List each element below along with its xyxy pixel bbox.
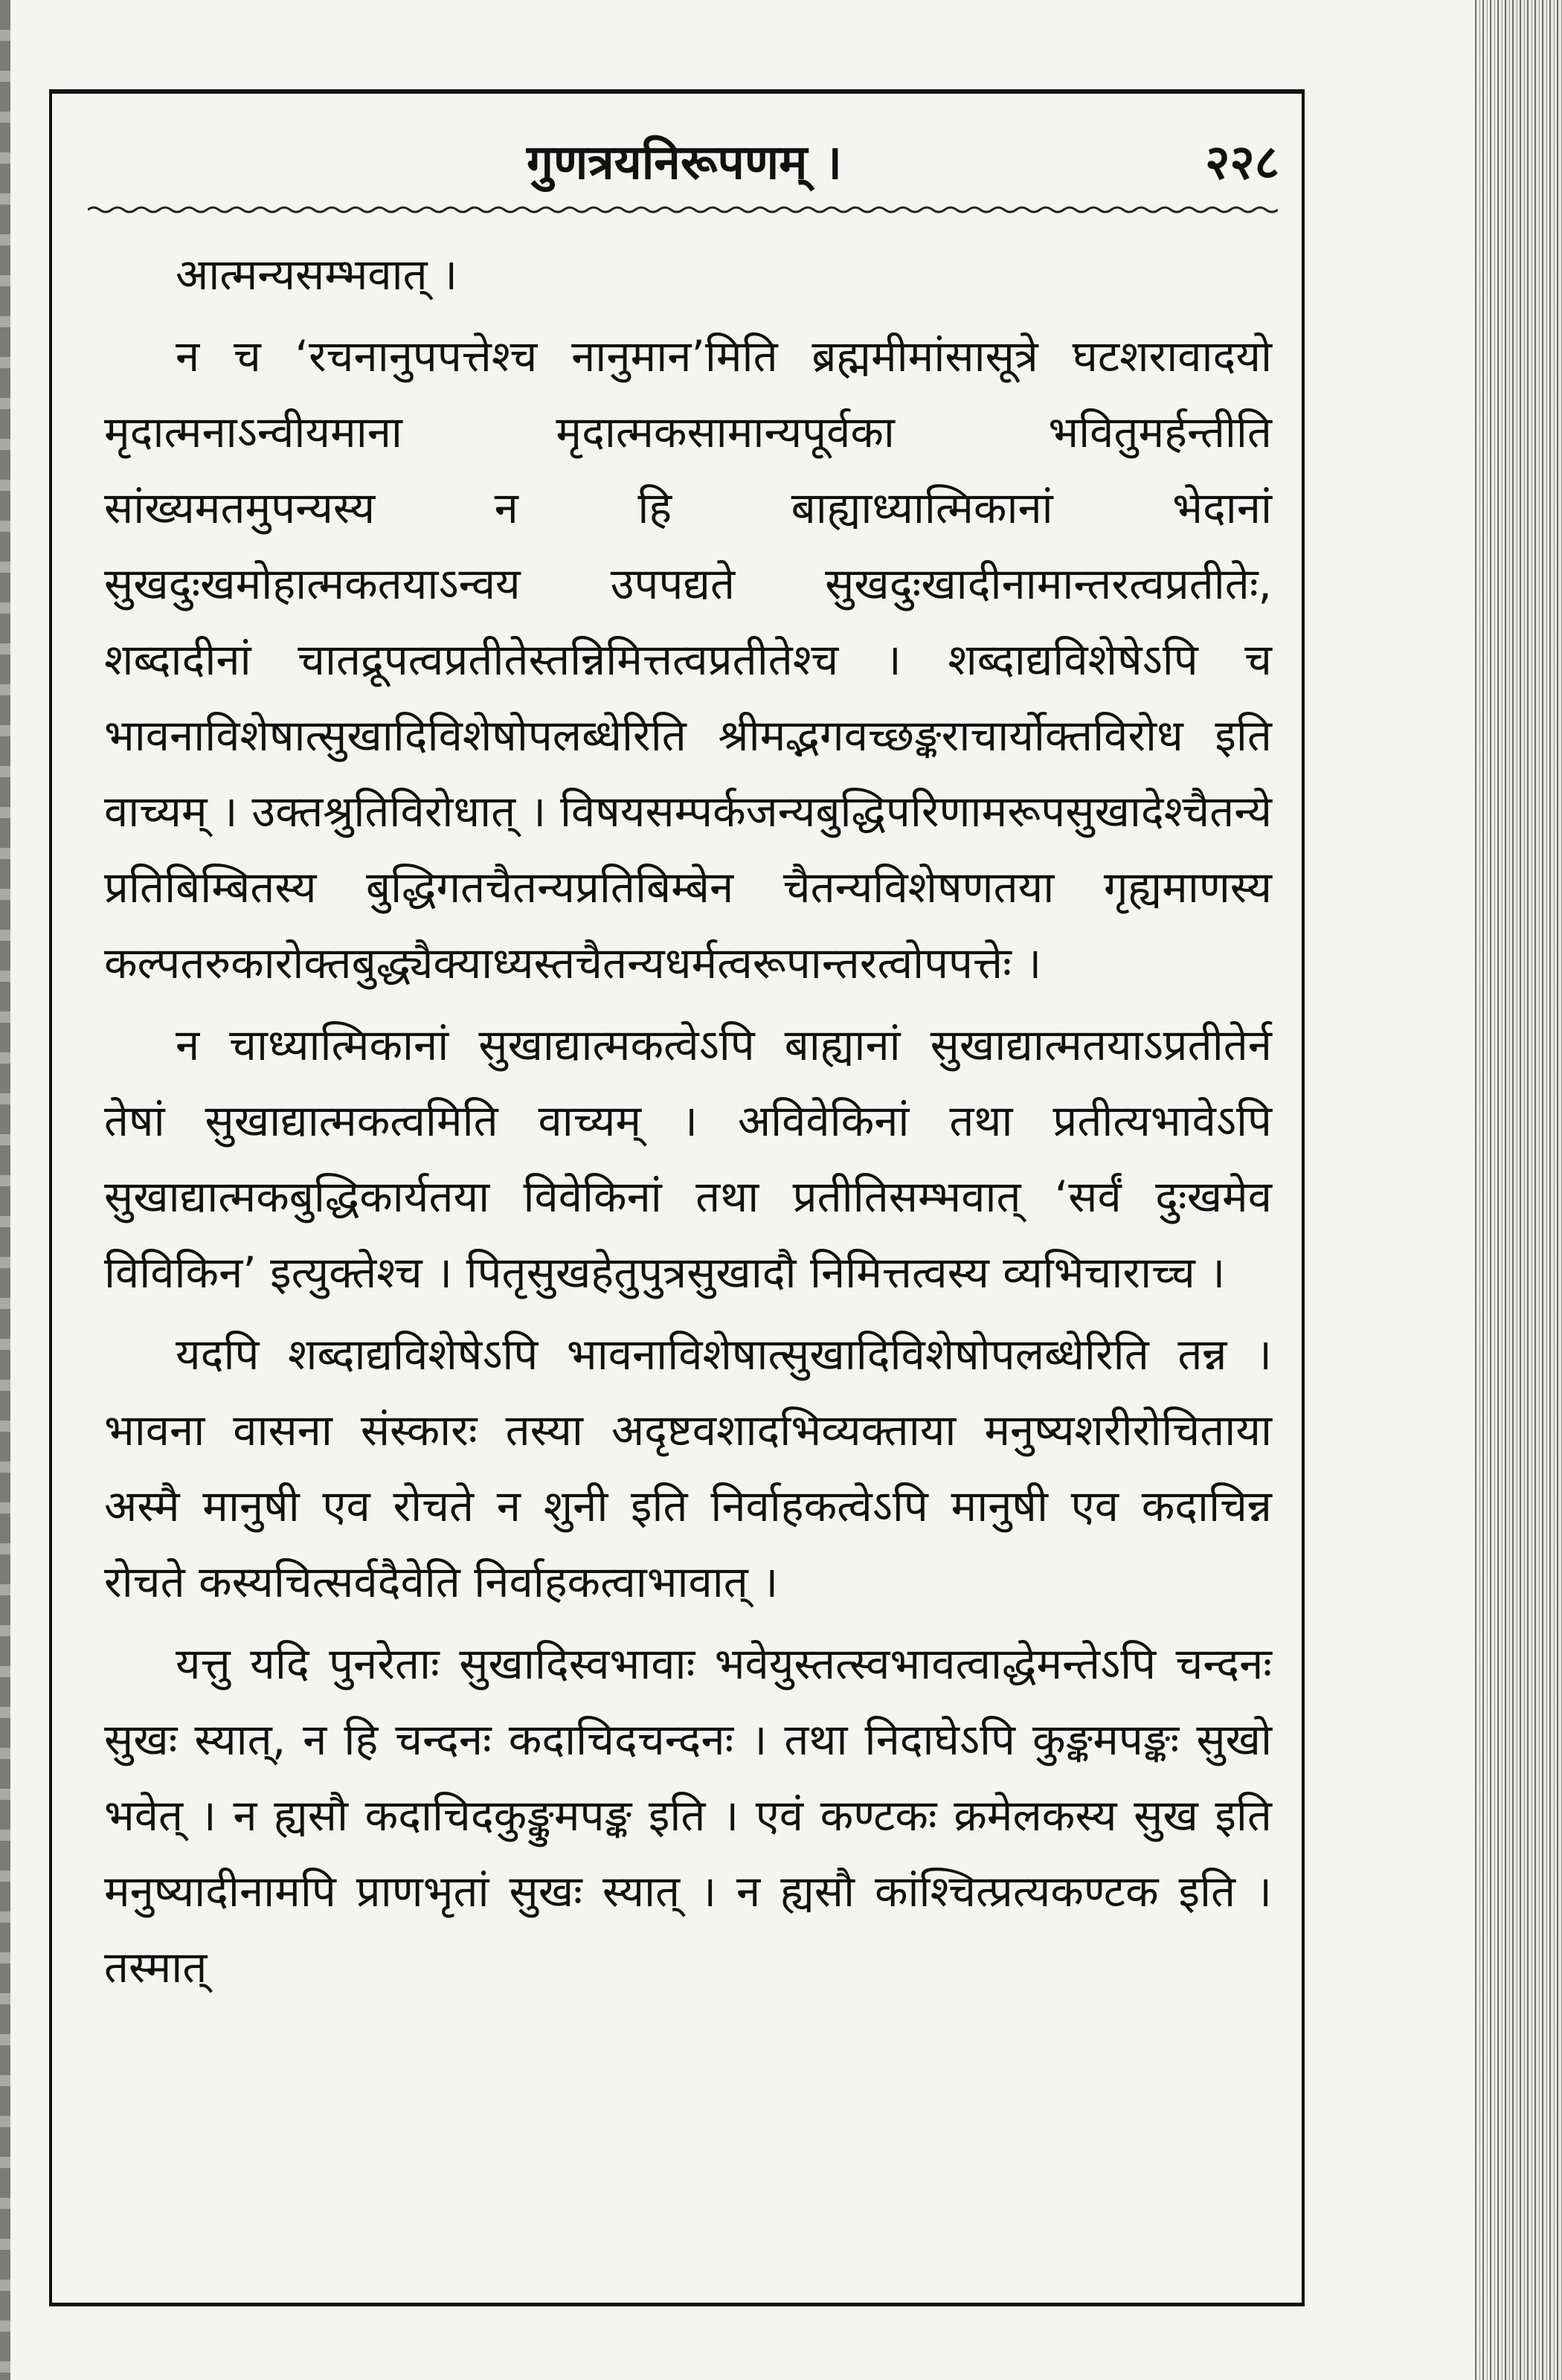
paragraph-3: न चाध्यात्मिकानां सुखाद्यात्मकत्वेऽपि बाह्यानां सुखाद्यात्मतयाऽप्रतीतेर्न तेषां सुखाद्यात्मकत्वमिति वाच्यम् । अविवेकिनां तथा प्रतीत्यभावेऽपि सुखाद्यात्मकबुद्धिकार्यतया विवेकिनां तथा प्रतीतिसम्भवात् ‘सर्वं दुःखमेव विविकिन’ इत्युक्तेश्च । पितृसुखहेतुपुत्रसुखादौ निमित्तत्वस्य व्यभिचाराच्च । — [104, 1020, 1272, 1298]
book-gutter — [1473, 0, 1562, 2380]
paragraph-1: आत्मन्यसम्भवात् । — [176, 249, 458, 300]
running-header — [89, 128, 1279, 195]
page-number: २२८ — [1205, 135, 1279, 190]
page-edge-shadow — [0, 0, 10, 2380]
body-text — [104, 237, 1272, 2297]
paragraph-5: यत्तु यदि पुनरेताः सुखादिस्वभावाः भवेयुस्तत्स्वभावत्वाद्धेमन्तेऽपि चन्दनः सुखः स्यात्, न हि चन्दनः कदाचिदचन्दनः । तथा निदाघेऽपि कुङ्कमपङ्कः सुखो भवेत् । न ह्यसौ कदाचिदकुङ्कुमपङ्क इति । एवं कण्टकः क्रमेलकस्य सुख इति मनुष्यादीनामपि प्राणभृतां सुखः स्यात् । न ह्यसौ कांश्चित्प्रत्यकण्टक इति । तस्मात् — [104, 1638, 1272, 1993]
paragraph-2: न च ‘रचनानुपपत्तेश्च नानुमान’मिति ब्रह्ममीमांसासूत्रे घटशरावादयो मृदात्मनाऽन्वीयमाना मृदात्मकसामान्यपूर्वका भवितुमर्हन्तीति सांख्यमतमुपन्यस्य न हि बाह्याध्यात्मिकानां भेदानां सुखदुःखमोहात्मकतयाऽन्वय उपपद्यते सुखदुःखादीनामान्तरत्वप्रतीतेः, शब्दादीनां चातद्रूपत्वप्रतीतेस्तन्निमित्तत्वप्रतीतेश्च । शब्दाद्यविशेषेऽपि च भावनाविशेषात्सुखादिविशेषोपलब्धेरिति श्रीमद्भगवच्छङ्कराचार्योक्तविरोध इति वाच्यम् । उक्तश्रुतिविरोधात् । विषयसम्पर्कजन्यबुद्धिपरिणामरूपसुखादेश्चैतन्ये प्रतिबिम्बितस्य बुद्धिगतचैतन्यप्रतिबिम्बेन चैतन्यविशेषणतया गृह्यमाणस्य कल्पतरुकारोक्तबुद्ध्यैक्याध्यस्तचैतन्यधर्मत्वरूपान्तरत्वोपपत्तेः । — [104, 331, 1272, 988]
running-title: गुणत्रयनिरूपणम् । — [526, 135, 842, 190]
wavy-rule — [88, 202, 1278, 217]
frame-bottom-rule — [49, 2303, 1305, 2306]
paragraph-4: यदपि शब्दाद्यविशेषेऽपि भावनाविशेषात्सुखादिविशेषोपलब्धेरिति तन्न । भावना वासना संस्कारः तस्या अदृष्टवशादभिव्यक्ताया मनुष्यशरीरोचिताया अस्मै मानुषी एव रोचते न शुनी इति निर्वाहकत्वेऽपि मानुषी एव कदाचिन्न रोचते कस्यचित्सर्वदैवेति निर्वाहकत्वाभावात् । — [104, 1329, 1272, 1607]
